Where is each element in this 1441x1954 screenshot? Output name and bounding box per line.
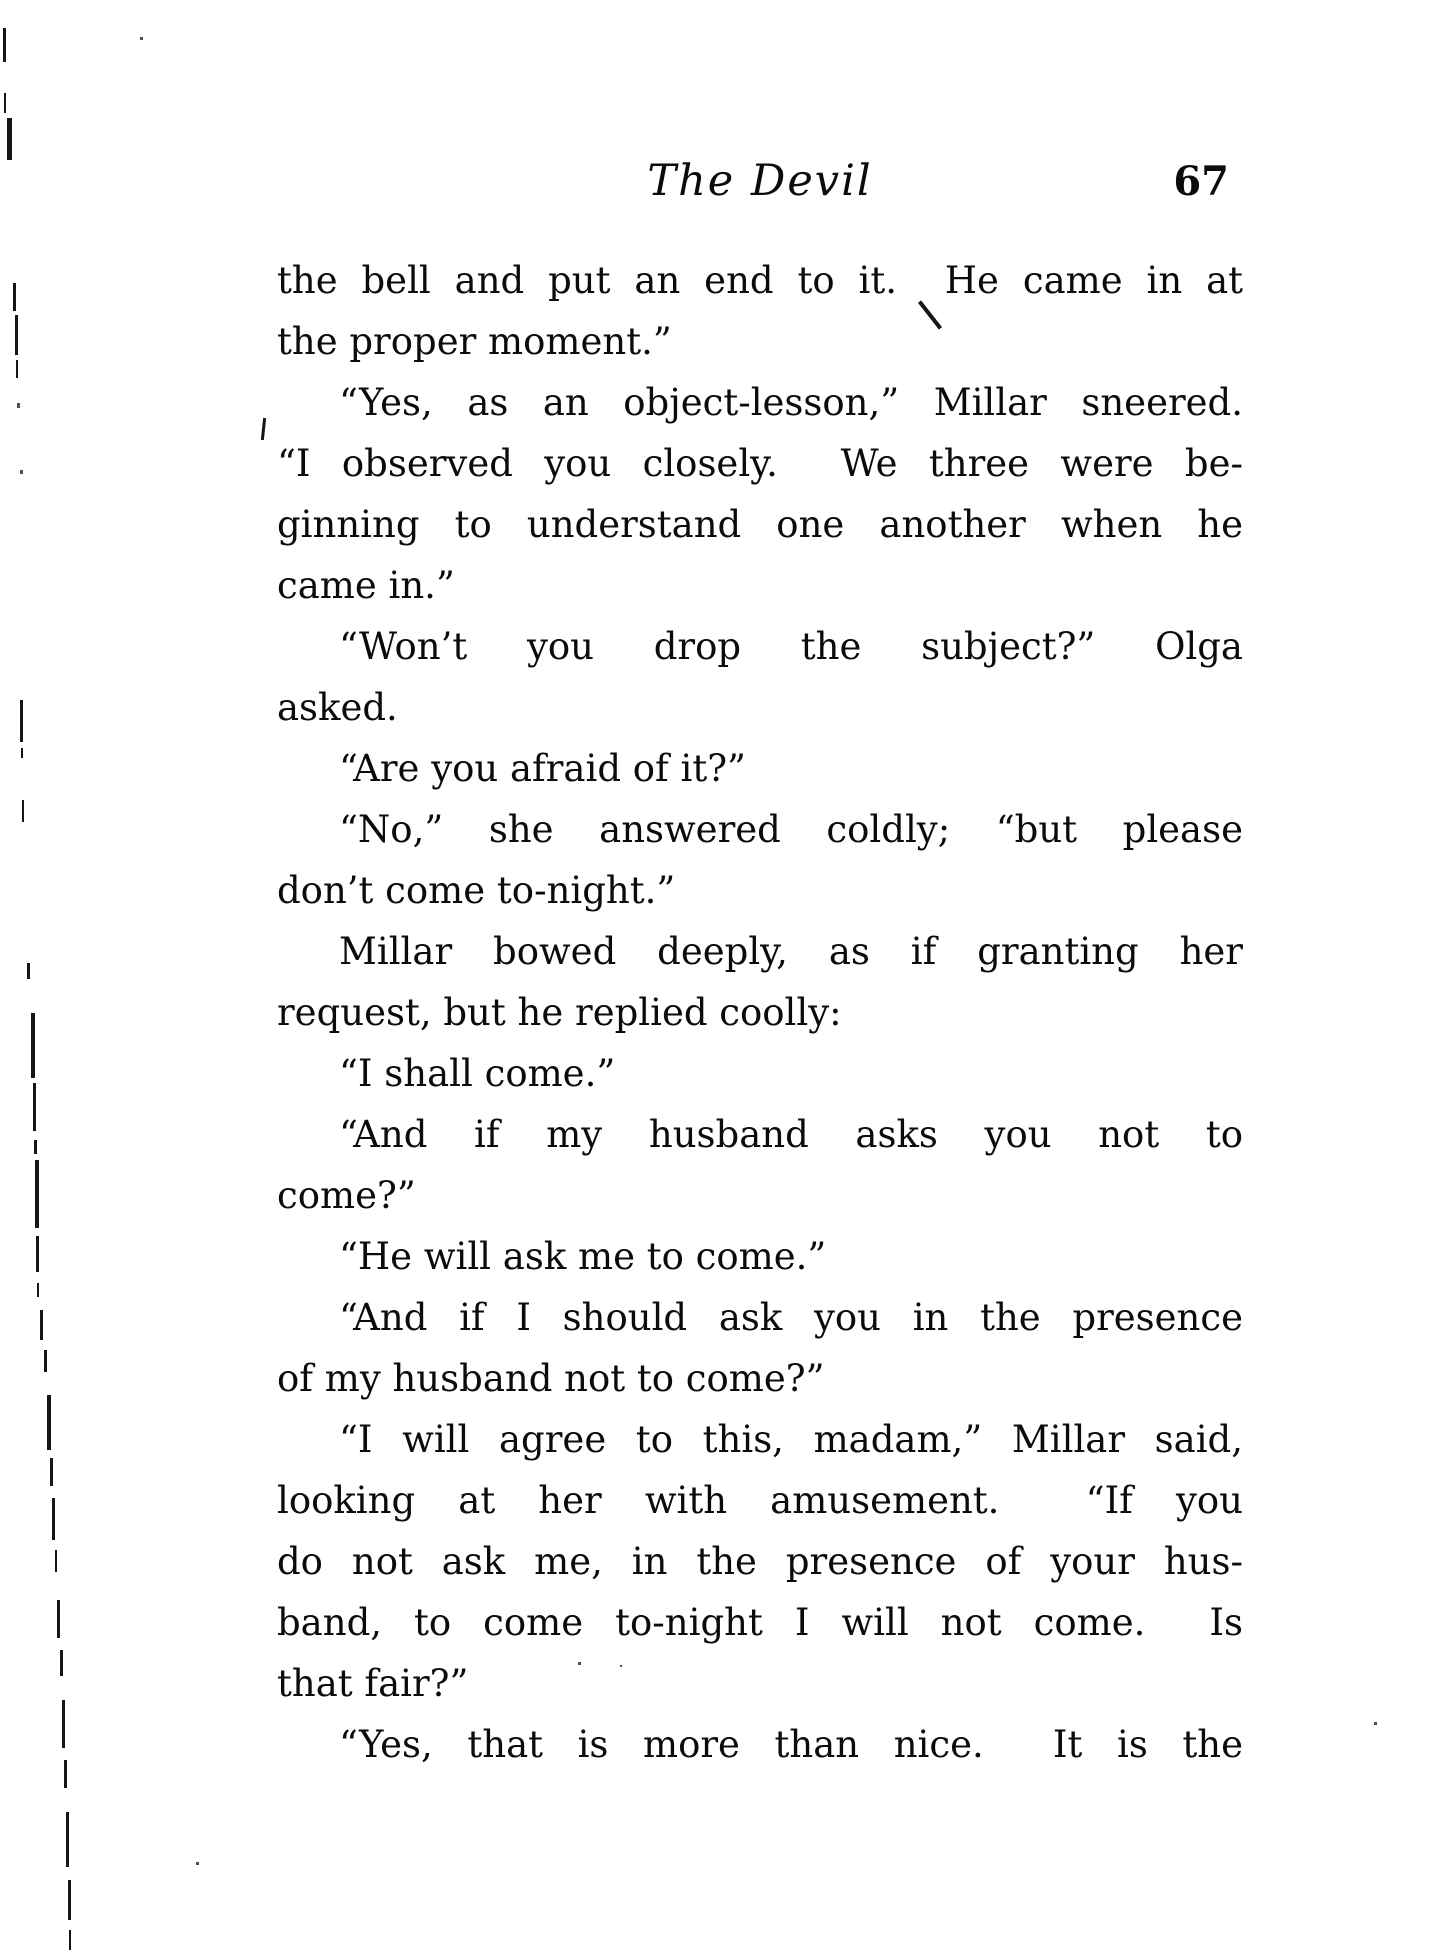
scan-artifact-margin-mark [4, 93, 6, 113]
scan-artifact-dot [20, 470, 23, 474]
scan-artifact-margin-mark [68, 1880, 71, 1920]
text-line: “No,” she answered coldly; “but please [339, 808, 1243, 851]
text-line: “And if my husband asks you not to [339, 1113, 1243, 1156]
scan-artifact-margin-mark [40, 1310, 43, 1340]
scan-artifact-margin-mark [13, 283, 16, 311]
scan-artifact-margin-mark [31, 1013, 35, 1078]
scan-artifact-margin-mark [7, 118, 12, 160]
scan-artifact-margin-mark [69, 1930, 71, 1950]
scan-artifact-dot [578, 1662, 581, 1665]
scan-artifact-dot [1374, 1722, 1377, 1725]
scan-artifact-margin-mark [27, 963, 30, 979]
running-title: The Devil [647, 156, 873, 206]
scan-artifact-margin-mark [60, 1650, 63, 1676]
text-line: “Yes, that is more than nice. It is the [339, 1723, 1243, 1766]
text-line: of my husband not to come?” [277, 1357, 825, 1400]
text-line: come?” [277, 1174, 416, 1217]
text-line: request, but he replied coolly: [277, 991, 842, 1034]
text-line: “I shall come.” [339, 1052, 616, 1095]
scan-artifact-margin-mark [34, 1140, 37, 1154]
scan-artifact-margin-mark [55, 1550, 57, 1572]
scan-artifact-dot [140, 37, 143, 40]
text-line: Millar bowed deeply, as if granting her [339, 930, 1243, 973]
scan-artifact-margin-mark [62, 1700, 65, 1748]
scan-artifact-tick-mark [261, 418, 266, 440]
scan-artifact-margin-mark [36, 1236, 39, 1272]
scan-artifact-dot [196, 1862, 199, 1865]
text-line: looking at her with amusement. “If you [277, 1479, 1243, 1522]
scan-artifact-margin-mark [33, 1083, 36, 1131]
scan-artifact-margin-mark [44, 1350, 47, 1372]
scan-artifact-margin-mark [21, 748, 23, 758]
text-line: “And if I should ask you in the presence [339, 1296, 1243, 1339]
scan-artifact-margin-mark [35, 1160, 39, 1228]
scan-artifact-margin-mark [37, 1283, 39, 1297]
scan-artifact-margin-mark [20, 700, 23, 742]
scan-artifact-dot [17, 403, 20, 408]
text-line: “I observed you closely. We three were be- [277, 442, 1243, 485]
scan-artifact-margin-mark [15, 315, 18, 355]
scan-artifact-margin-mark [66, 1812, 69, 1867]
text-line: came in.” [277, 564, 455, 607]
text-line: “Won’t you drop the subject?” Olga [339, 625, 1243, 668]
scan-artifact-margin-mark [3, 28, 6, 62]
scan-artifact-margin-mark [50, 1458, 53, 1486]
scan-artifact-margin-mark [57, 1600, 60, 1638]
text-line: ginning to understand one another when he [277, 503, 1243, 546]
text-line: that fair?” [277, 1662, 469, 1705]
scan-artifact-margin-mark [52, 1498, 55, 1540]
scan-artifact-dot [620, 1665, 622, 1667]
text-line: asked. [277, 686, 398, 729]
scan-artifact-margin-mark [22, 800, 24, 822]
text-line: do not ask me, in the presence of your hus- [277, 1540, 1243, 1583]
text-line: the proper moment.” [277, 320, 672, 363]
page-header [277, 156, 1243, 214]
text-line: band, to come to-night I will not come. Is [277, 1601, 1243, 1644]
text-line: don’t come to-night.” [277, 869, 676, 912]
scan-artifact-margin-mark [16, 360, 18, 378]
text-line: “Are you afraid of it?” [339, 747, 746, 790]
page-number: 67 [1173, 158, 1229, 205]
page-text [277, 250, 1243, 1775]
scan-artifact-margin-mark [64, 1760, 67, 1788]
scan-artifact-margin-mark [47, 1395, 51, 1450]
text-line: “I will agree to this, madam,” Millar said, [339, 1418, 1243, 1461]
text-line: “He will ask me to come.” [339, 1235, 827, 1278]
text-line: “Yes, as an object-lesson,” Millar sneered. [339, 381, 1243, 424]
text-line: the bell and put an end to it. He came in at [277, 259, 1243, 302]
